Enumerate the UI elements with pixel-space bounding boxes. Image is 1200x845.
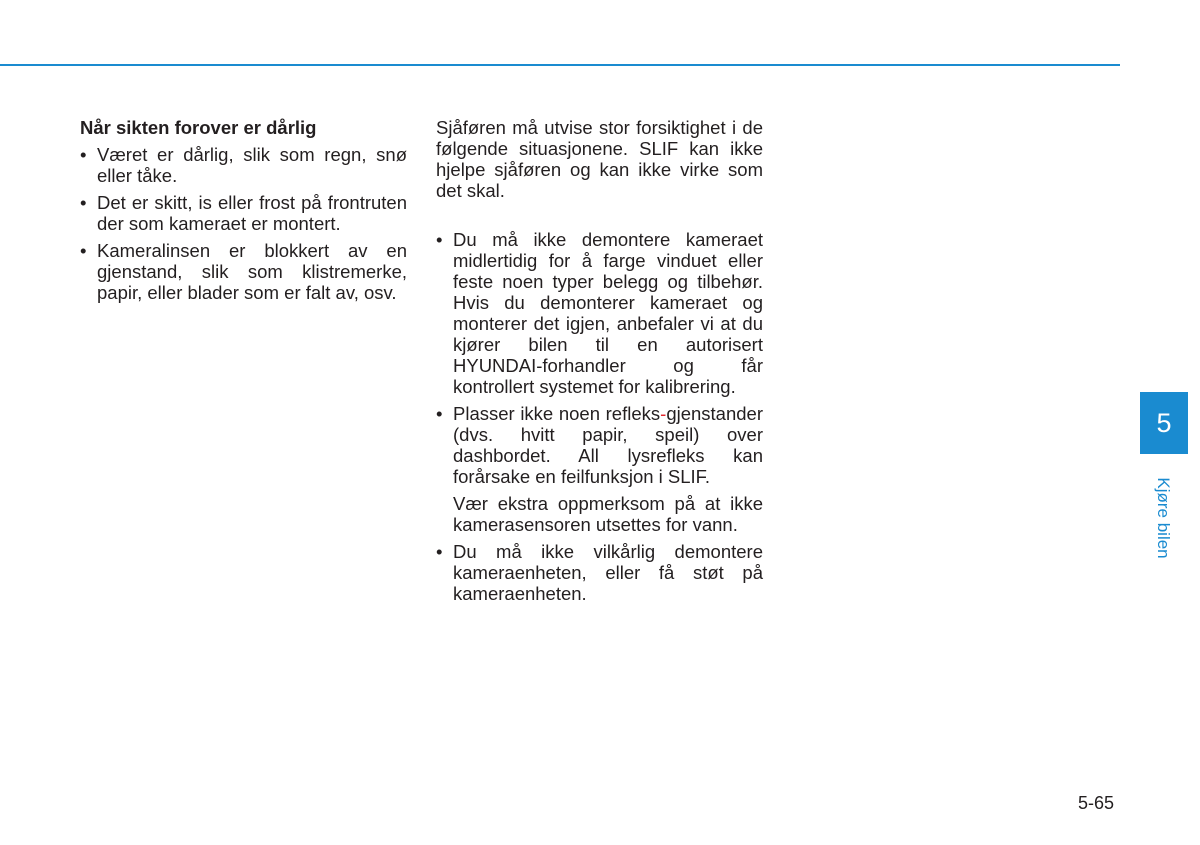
list-item-note: Vær ekstra oppmerksom på at ikke kamerasensoren utsettes for vann. [453, 493, 763, 535]
chapter-number-tab: 5 [1140, 392, 1188, 454]
right-column [436, 117, 763, 610]
list-item-text: Plasser ikke noen refleks [453, 403, 661, 424]
list-item: • Du må ikke demontere kameraet midlertidig for å farge vinduet eller feste noen typer belegg og tilbehør. Hvis du demonterer kameraet og monterer det igjen, anbefaler vi at du kjører bilen til en autorisert HYUNDAI-forhandler og får kontrollert systemet for kalibrering. [436, 229, 763, 397]
page-number: 5-65 [1078, 793, 1115, 813]
caution-intro: Sjåføren må utvise stor forsiktighet i de følgende situasjonene. SLIF kan ikke hjelpe sjåføren og kan ikke virke som det skal. [436, 117, 763, 201]
left-column [80, 117, 407, 309]
list-item: • Det er skitt, is eller frost på frontruten der som kameraet er montert. [80, 192, 407, 234]
chapter-title: Kjøre bilen [1154, 477, 1173, 559]
section-heading: Når sikten forover er dårlig [80, 117, 317, 138]
header-rule [0, 64, 1120, 66]
caution-list [436, 229, 763, 604]
list-item [436, 403, 763, 535]
list-item-text: gjenstander (dvs. hvitt papir, speil) over dashbordet. All lysrefleks kan forårsake en feilfunksjon i SLIF. [453, 403, 763, 487]
list-item: • Været er dårlig, slik som regn, snø eller tåke. [80, 144, 407, 186]
visibility-conditions-list [80, 144, 407, 303]
hyphen-mark: - [660, 403, 667, 424]
list-item: • Du må ikke vilkårlig demontere kameraenheten, eller få støt på kameraenheten. [436, 541, 763, 604]
list-item: • Kameralinsen er blokkert av en gjenstand, slik som klistremerke, papir, eller blader som er falt av, osv. [80, 240, 407, 303]
